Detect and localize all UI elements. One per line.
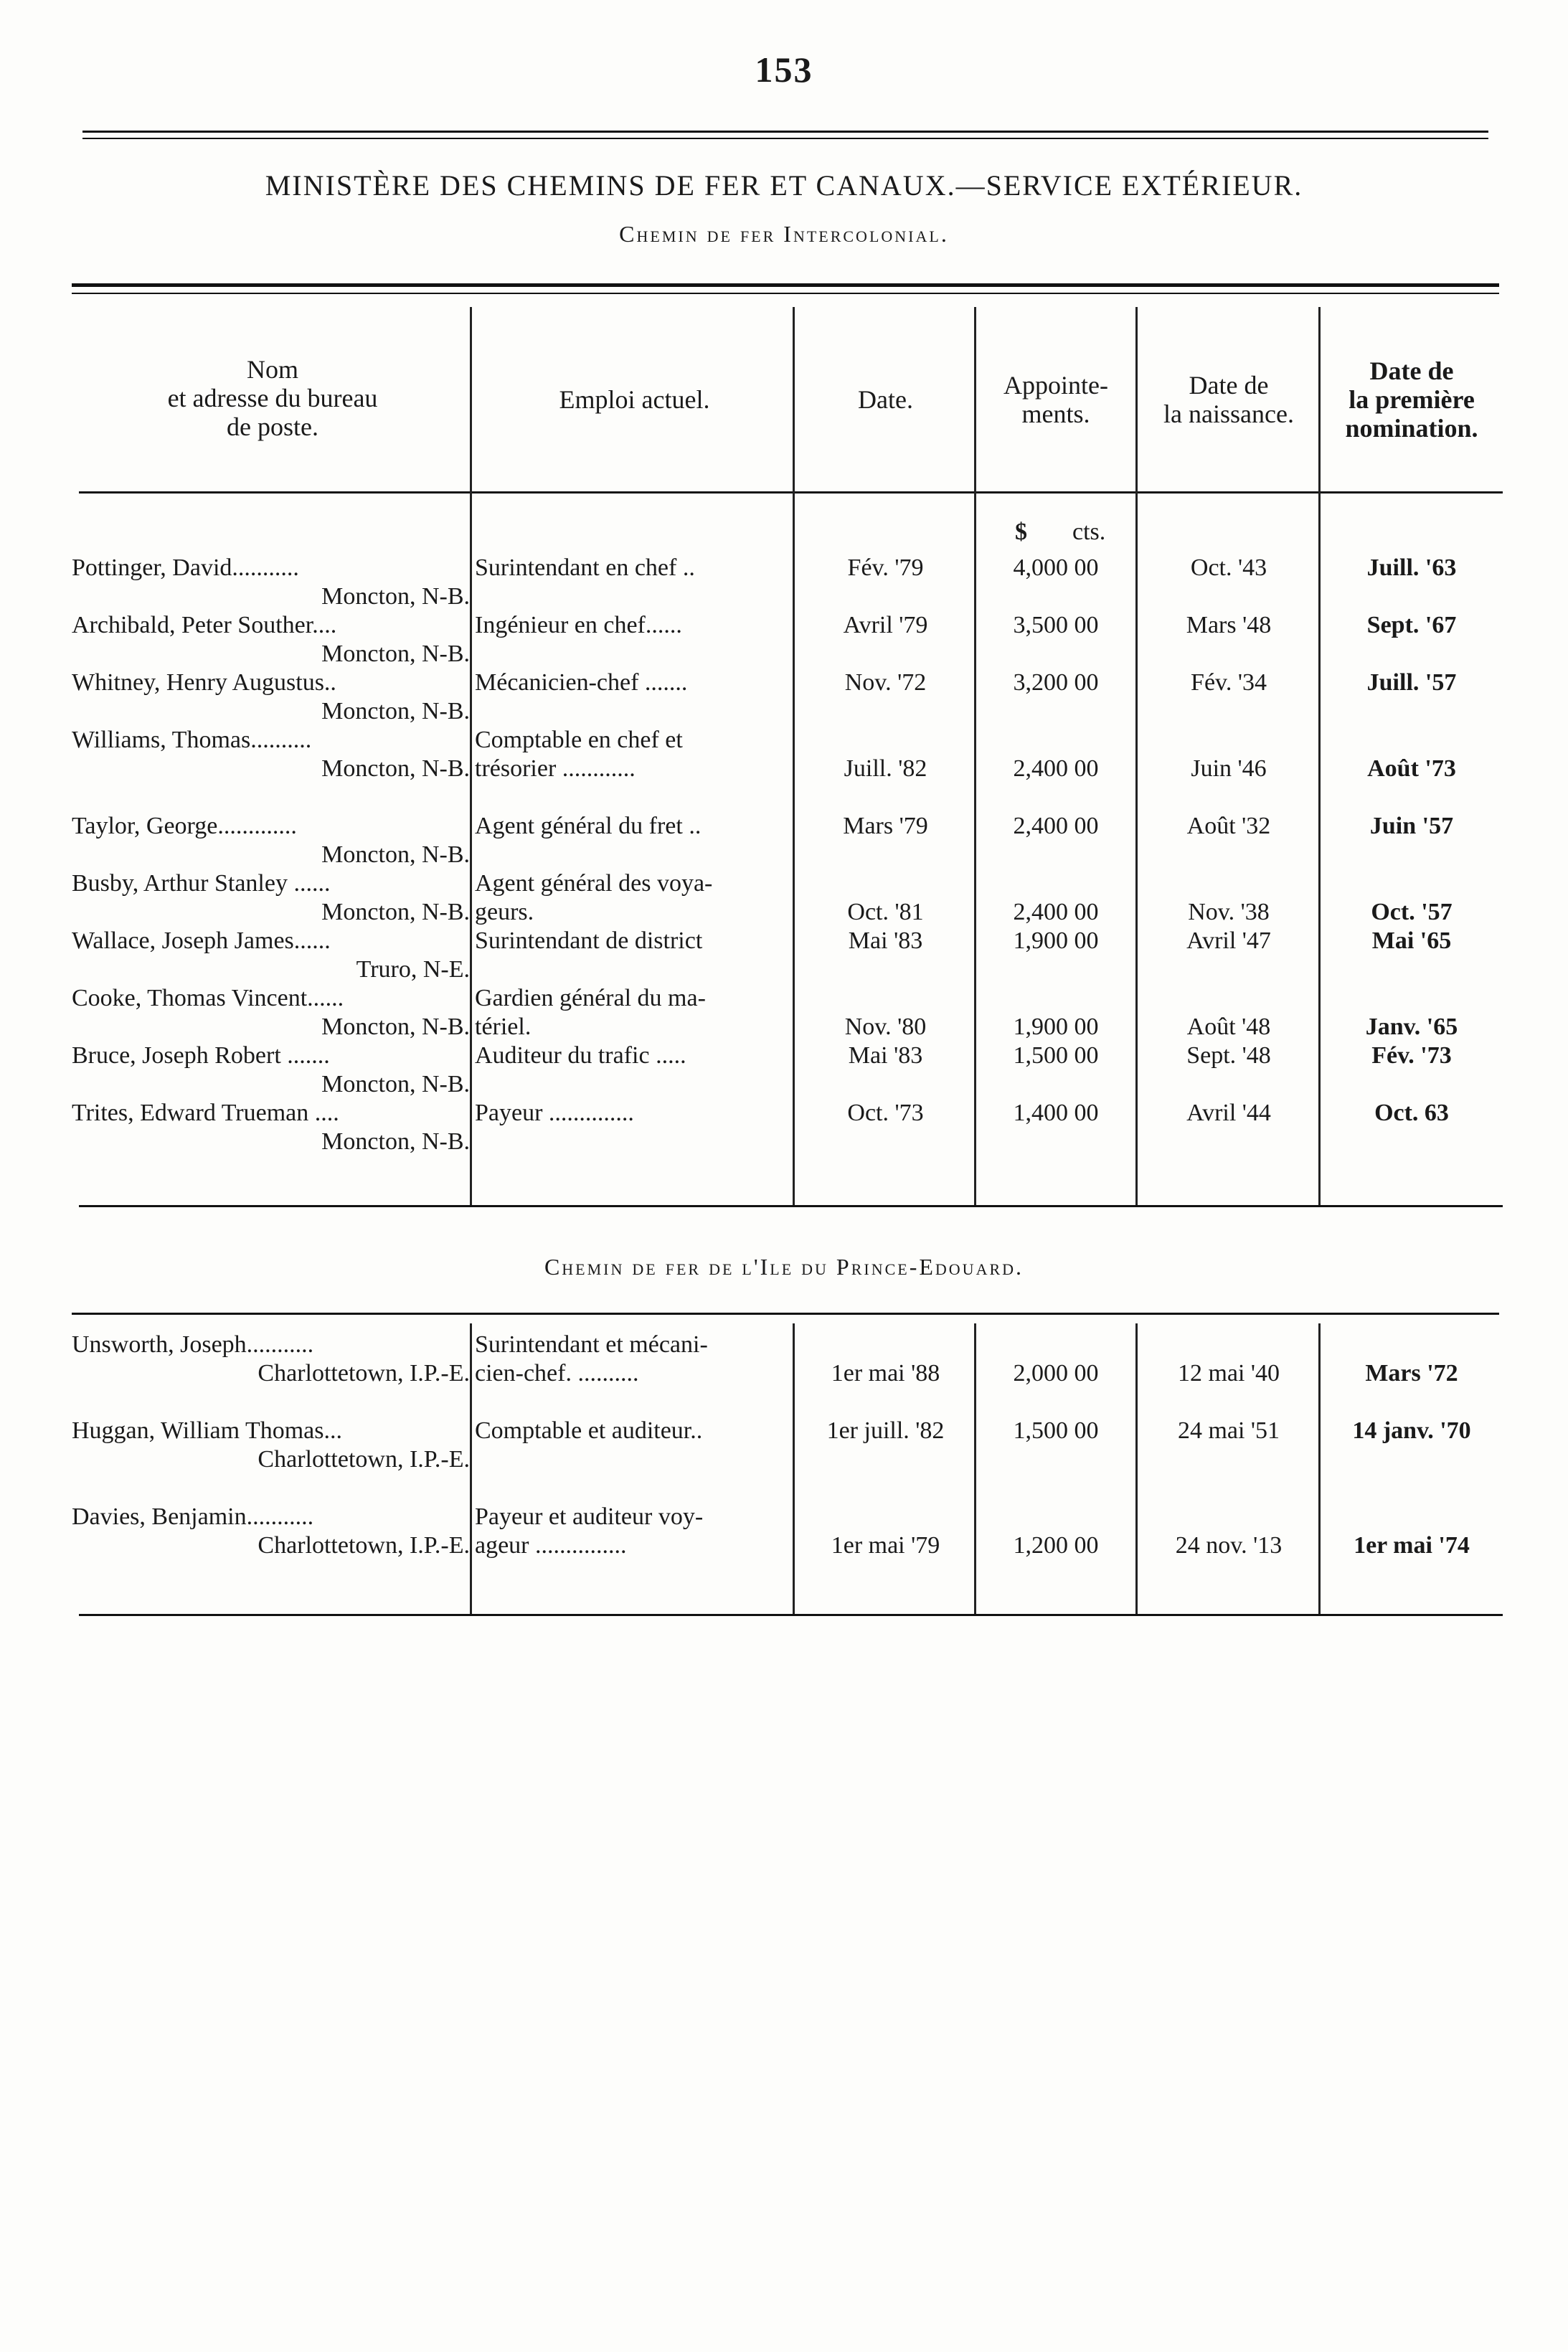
row-address: Charlottetown, I.P.-E. — [258, 1446, 470, 1473]
row-address: Charlottetown, I.P.-E. — [258, 1532, 470, 1559]
row-birth-date: 24 mai '51 — [1177, 1417, 1280, 1444]
row-employ: Surintendant en chef .. — [475, 554, 695, 581]
header-salary-line2: ments. — [1021, 400, 1090, 428]
row-name: Archibald, Peter Souther.... — [72, 612, 337, 638]
header-birth-line1: Date de — [1189, 371, 1269, 400]
row-first-appointment: Juill. '57 — [1366, 669, 1457, 696]
row-birth-date: Avril '47 — [1186, 927, 1271, 954]
row-birth-date: Nov. '38 — [1188, 899, 1270, 925]
row-salary: 1,400 00 — [1013, 1100, 1099, 1126]
header-date: Date. — [858, 385, 913, 414]
row-birth-date: Avril '44 — [1186, 1100, 1271, 1126]
unit-cents: cts. — [1072, 519, 1106, 545]
divider-1 — [470, 307, 472, 1207]
row-name: Pottinger, David........... — [72, 554, 299, 581]
row-first-appointment: Mai '65 — [1371, 927, 1452, 954]
row-birth-date: Fév. '34 — [1191, 669, 1267, 696]
divider-5 — [1318, 307, 1321, 1207]
row-employ: Payeur et auditeur voy- — [475, 1503, 704, 1530]
row-first-appointment: Août '73 — [1367, 755, 1456, 782]
row-employ: Surintendant de district — [475, 927, 703, 954]
row-employ: Ingénieur en chef...... — [475, 612, 682, 638]
row-address: Moncton, N-B. — [321, 1014, 470, 1040]
row-employ: Surintendant et mécani- — [475, 1331, 708, 1358]
divider-s2-5 — [1318, 1323, 1321, 1614]
divider-4 — [1135, 307, 1138, 1207]
row-name: Williams, Thomas.......... — [72, 727, 312, 753]
row-name: Wallace, Joseph James...... — [72, 927, 331, 954]
row-name: Unsworth, Joseph........... — [72, 1331, 314, 1358]
header-first-line1: Date de — [1369, 356, 1454, 385]
row-date: Mai '83 — [848, 927, 923, 954]
row-address: Moncton, N-B. — [321, 841, 470, 868]
row-date: Juill. '82 — [844, 755, 927, 782]
header-name — [79, 355, 466, 441]
header-employ: Emploi actuel. — [559, 385, 710, 414]
row-birth-date: Août '32 — [1186, 813, 1271, 839]
row-name: Bruce, Joseph Robert ....... — [72, 1042, 330, 1069]
row-salary: 4,000 00 — [1013, 554, 1099, 581]
header-name-line3: de poste. — [227, 412, 318, 441]
row-first-appointment: Oct. 63 — [1374, 1100, 1449, 1126]
row-address: Charlottetown, I.P.-E. — [258, 1360, 470, 1387]
divider-s2-1 — [470, 1323, 472, 1614]
row-birth-date: Mars '48 — [1186, 612, 1272, 638]
header-first-line2: la première — [1349, 385, 1475, 414]
row-birth-date: 24 nov. '13 — [1175, 1532, 1283, 1559]
row-first-appointment: 1er mai '74 — [1354, 1532, 1470, 1559]
row-date: Mai '83 — [848, 1042, 923, 1069]
row-birth-date: 12 mai '40 — [1177, 1360, 1280, 1387]
row-employ-cont: tériel. — [475, 1014, 532, 1040]
row-date: Mars '79 — [843, 813, 928, 839]
row-address: Moncton, N-B. — [321, 899, 470, 925]
row-salary: 2,400 00 — [1013, 755, 1099, 782]
row-salary: 2,000 00 — [1013, 1360, 1099, 1387]
row-salary: 1,500 00 — [1013, 1417, 1099, 1444]
row-employ-cont: trésorier ............ — [475, 755, 636, 782]
row-salary: 1,200 00 — [1013, 1532, 1099, 1559]
row-salary: 2,400 00 — [1013, 899, 1099, 925]
row-date: Nov. '80 — [844, 1014, 927, 1040]
row-address: Moncton, N-B. — [321, 641, 470, 667]
row-employ: Payeur .............. — [475, 1100, 634, 1126]
row-address: Truro, N-E. — [356, 956, 470, 983]
row-date: Avril '79 — [843, 612, 928, 638]
row-employ: Agent général des voya- — [475, 870, 713, 897]
row-salary: 1,900 00 — [1013, 927, 1099, 954]
top-rule — [82, 131, 1488, 133]
row-date: Oct. '81 — [847, 899, 924, 925]
row-first-appointment: Fév. '73 — [1371, 1042, 1452, 1069]
row-employ: Agent général du fret .. — [475, 813, 702, 839]
row-date: Oct. '73 — [847, 1100, 924, 1126]
row-employ-cont: geurs. — [475, 899, 534, 925]
header-salary-line1: Appointe- — [1003, 371, 1108, 400]
section2-bottom-rule — [79, 1614, 1503, 1616]
page-number: 153 — [755, 49, 813, 90]
header-first-line3: nomination. — [1345, 414, 1478, 443]
row-name: Huggan, William Thomas... — [72, 1417, 343, 1444]
row-first-appointment: Juill. '63 — [1366, 554, 1457, 581]
row-name: Cooke, Thomas Vincent...... — [72, 985, 344, 1011]
top-rule-thin — [82, 138, 1488, 139]
row-date: 1er juill. '82 — [826, 1417, 945, 1444]
header-top-rule — [72, 283, 1499, 287]
header-name-line2: et adresse du bureau — [167, 384, 378, 412]
row-birth-date: Oct. '43 — [1190, 554, 1267, 581]
row-first-appointment: Oct. '57 — [1371, 899, 1453, 925]
section2-title: Chemin de fer de l'Ile du Prince-Edouard. — [544, 1254, 1024, 1280]
row-date: Nov. '72 — [844, 669, 927, 696]
header-birth — [1139, 371, 1318, 428]
row-name: Whitney, Henry Augustus.. — [72, 669, 336, 696]
header-top-rule-thin — [72, 293, 1499, 294]
row-date: 1er mai '79 — [831, 1532, 940, 1559]
row-first-appointment: Mars '72 — [1365, 1360, 1458, 1387]
header-salary — [977, 371, 1135, 428]
page-title: MINISTÈRE DES CHEMINS DE FER ET CANAUX.—SERVICE EXTÉRIEUR. — [265, 169, 1303, 202]
row-employ: Comptable et auditeur.. — [475, 1417, 703, 1444]
row-name: Busby, Arthur Stanley ...... — [72, 870, 331, 897]
section2-top-rule — [72, 1313, 1499, 1315]
row-employ-cont: cien-chef. .......... — [475, 1360, 639, 1387]
divider-s2-4 — [1135, 1323, 1138, 1614]
section1-bottom-rule — [79, 1205, 1503, 1207]
row-address: Moncton, N-B. — [321, 583, 470, 610]
row-address: Moncton, N-B. — [321, 1071, 470, 1097]
row-name: Taylor, George............. — [72, 813, 297, 839]
row-employ: Auditeur du trafic ..... — [475, 1042, 686, 1069]
row-address: Moncton, N-B. — [321, 755, 470, 782]
row-employ-cont: ageur ............... — [475, 1532, 627, 1559]
row-name: Trites, Edward Trueman .... — [72, 1100, 339, 1126]
header-name-line1: Nom — [247, 355, 298, 384]
divider-3 — [974, 307, 976, 1207]
row-first-appointment: Janv. '65 — [1365, 1014, 1458, 1040]
row-employ: Gardien général du ma- — [475, 985, 706, 1011]
row-salary: 2,400 00 — [1013, 813, 1099, 839]
row-employ: Mécanicien-chef ....... — [475, 669, 688, 696]
row-name: Davies, Benjamin........... — [72, 1503, 314, 1530]
header-bottom-rule — [79, 491, 1503, 493]
row-birth-date: Juin '46 — [1191, 755, 1267, 782]
row-salary: 3,200 00 — [1013, 669, 1099, 696]
row-address: Moncton, N-B. — [321, 1128, 470, 1155]
row-first-appointment: Juin '57 — [1369, 813, 1454, 839]
row-employ: Comptable en chef et — [475, 727, 683, 753]
row-date: 1er mai '88 — [831, 1360, 940, 1387]
section1-title: Chemin de fer Intercolonial. — [619, 221, 949, 247]
row-birth-date: Août '48 — [1186, 1014, 1271, 1040]
row-first-appointment: 14 janv. '70 — [1352, 1417, 1471, 1444]
header-birth-line2: la naissance. — [1163, 400, 1294, 428]
row-address: Moncton, N-B. — [321, 698, 470, 724]
header-first — [1322, 356, 1501, 443]
row-date: Fév. '79 — [847, 554, 924, 581]
row-salary: 1,500 00 — [1013, 1042, 1099, 1069]
row-salary: 3,500 00 — [1013, 612, 1099, 638]
row-birth-date: Sept. '48 — [1186, 1042, 1271, 1069]
row-first-appointment: Sept. '67 — [1366, 612, 1457, 638]
row-salary: 1,900 00 — [1013, 1014, 1099, 1040]
divider-s2-3 — [974, 1323, 976, 1614]
unit-dollars: $ — [1015, 519, 1027, 545]
